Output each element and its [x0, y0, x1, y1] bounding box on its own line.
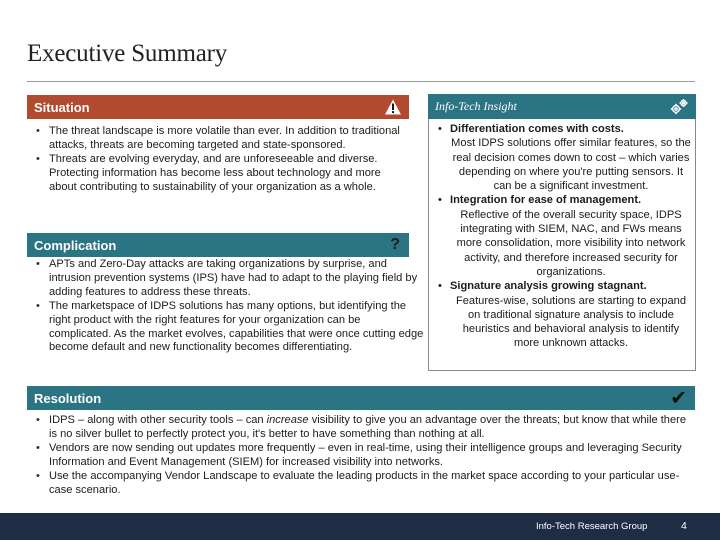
- insight-label: Info-Tech Insight: [435, 99, 517, 113]
- footer-org: Info-Tech Research Group: [536, 521, 648, 532]
- resolution-text: visibility to give you an advantage over the threats; but know that while there is no silver bullet to perfectly protect you, it's better to have something than nothing at all.: [49, 414, 687, 440]
- warning-icon: [384, 99, 402, 116]
- list-item: [438, 193, 692, 279]
- complication-label: Complication: [34, 237, 117, 253]
- page-title: Executive Summary: [27, 40, 228, 67]
- insight-heading: Signature analysis growing stagnant.: [450, 280, 647, 293]
- list-item: [438, 122, 692, 193]
- list-item: • Threats are evolving everyday, and are unforeseeable and diverse. Protecting information has become less about technology and more about contributing to sustainability of your organization as a whole.: [35, 153, 403, 195]
- resolution-text: IDPS – along with other security tools – can: [49, 414, 267, 426]
- gears-icon: [669, 98, 689, 116]
- page-number: 4: [681, 520, 687, 532]
- insight-body: Most IDPS solutions offer similar features, so the real decision comes down to cost – which varies depending on where you're putting sensors. It can be a significant investment.: [451, 137, 691, 193]
- list-item: • The marketspace of IDPS solutions has many options, but identifying the right product with the right features for your organization can be complicated. As the market evolves, capabilities that were once cutting edge become default and new functionality becomes differentiating.: [35, 300, 425, 356]
- insight-body: Reflective of the overall security space, IDPS integrating with SIEM, NAC, and FWs means more consolidation, more visibility into network activity, and therefore increased security for organizations.: [456, 208, 686, 278]
- complication-header: [27, 233, 409, 257]
- footer-bar: [0, 513, 720, 540]
- list-item: [438, 279, 692, 350]
- situation-header: [27, 95, 409, 119]
- insight-heading: Differentiation comes with costs.: [450, 123, 624, 135]
- list-item: • Vendors are now sending out updates more frequently – even in real-time, using their intelligence groups and leveraging Security Information and Event Management (SIEM) for increased visibility into networks.: [35, 442, 695, 470]
- resolution-label: Resolution: [34, 390, 102, 406]
- insight-heading: Integration for ease of management.: [450, 194, 642, 207]
- list-item: [35, 414, 695, 442]
- list-item: • Use the accompanying Vendor Landscape to evaluate the leading products in the market space according to your particular use-case scenario.: [35, 470, 695, 498]
- list-item: • The threat landscape is more volatile than ever. In addition to traditional attacks, threats are becoming targeted and state-sponsored.: [35, 125, 403, 153]
- emphasis-text: increase: [266, 414, 309, 426]
- checkmark-icon: ✔: [670, 387, 687, 410]
- situation-bullets: [35, 125, 403, 195]
- resolution-header: [27, 386, 695, 410]
- situation-label: Situation: [34, 99, 90, 115]
- list-item: • APTs and Zero-Day attacks are taking organizations by surprise, and intrusion prevention systems (IPS) have had to adapt to the playing field by adding features to address these threats.: [35, 258, 425, 300]
- question-icon: ?: [390, 236, 400, 253]
- insight-bullets: [438, 122, 692, 351]
- complication-bullets: [35, 258, 425, 355]
- resolution-bullets: [35, 414, 695, 497]
- insight-body: Features-wise, solutions are starting to expand on traditional signature analysis to include heuristics and behavioral analysis to identify more unknown attacks.: [455, 294, 686, 350]
- title-divider: [27, 81, 695, 82]
- insight-header: [428, 94, 696, 119]
